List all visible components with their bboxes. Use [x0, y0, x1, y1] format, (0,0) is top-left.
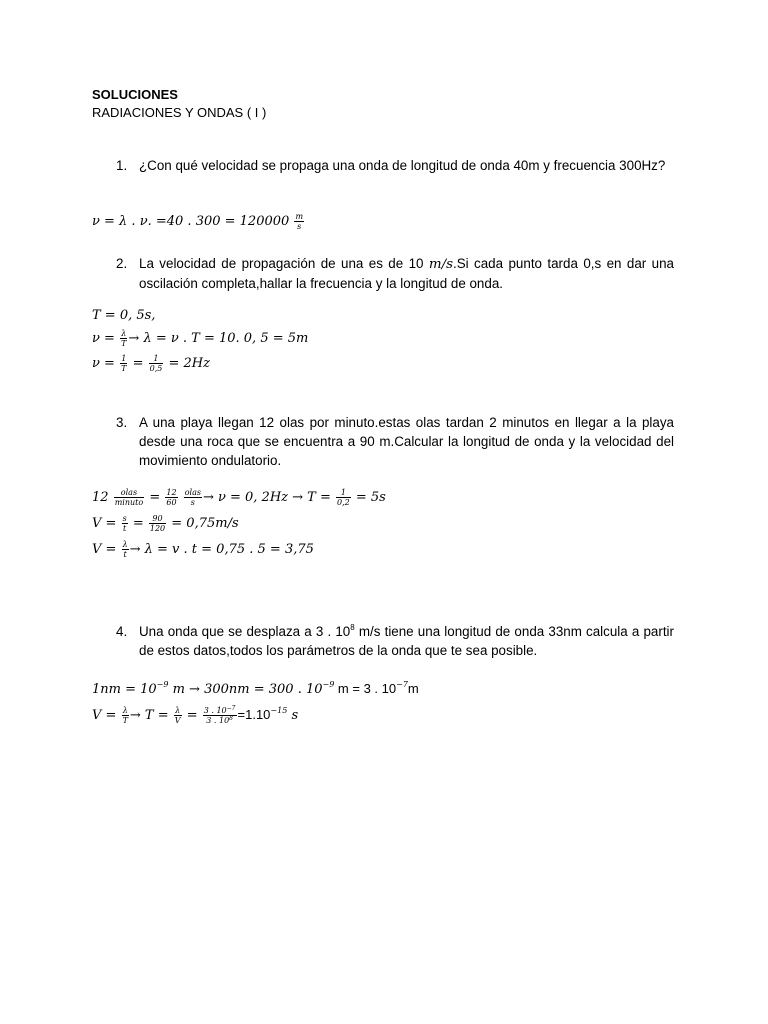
- fraction: $\frac{\text{olas}}{\text{minuto}}$: [114, 488, 144, 507]
- fraction: $\frac{1}{T}$: [121, 354, 127, 373]
- fraction: $\frac{m}{s}$: [295, 212, 304, 231]
- q3-equation-1: 12 $\frac{\text{olas}}{\text{minuto}}$ = $\frac{12}{60}$ $\frac{\text{olas}}{s}$ → ν = 0, 2Hz → T = $\frac{1}{0,2}$ = 5s: [92, 488, 386, 507]
- document-subtitle: RADIACIONES Y ONDAS ( I ): [92, 105, 267, 120]
- q2-equation-1: T = 0, 5s,: [92, 308, 156, 323]
- fraction: $\frac{\lambda}{T}$: [122, 706, 128, 725]
- fraction: $\frac{1}{0,5}$: [149, 354, 163, 373]
- question-text: Una onda que se desplaza a 3 . $10^8$ m/s tiene una longitud de onda 33nm calcula a partir de estos datos,todos los parámetros de la onda que te sea posible.: [139, 623, 674, 658]
- question-2: [116, 254, 674, 293]
- fraction: $\frac{s}{t}$: [122, 514, 127, 533]
- fraction: $\frac{12}{60}$: [166, 488, 177, 507]
- q2-equation-3: ν = $\frac{1}{T}$ = $\frac{1}{0,5}$ = 2Hz: [92, 354, 210, 373]
- q1-equation-1: [92, 211, 305, 233]
- question-3: [116, 413, 674, 470]
- question-1: [116, 156, 674, 175]
- question-number: 4.: [116, 624, 128, 639]
- q2-equation-2: ν = $\frac{\lambda}{T}$ → λ = ν . T = 10. 0, 5 = 5m: [92, 329, 309, 348]
- question-text: La velocidad de propagación de una es de 10 m/s.Si cada punto tarda 0,s en dar una oscilación completa,hallar la frecuencia y la longitud de onda.: [139, 256, 674, 291]
- fraction: $\frac{\lambda}{t}$: [122, 540, 128, 559]
- question-number: 2.: [116, 256, 128, 271]
- q3-equation-2: V = $\frac{s}{t}$ = $\frac{90}{120}$ = 0,75m/s: [92, 514, 239, 533]
- fraction: $\frac{\text{olas}}{s}$: [184, 488, 201, 507]
- fraction: $\frac{3 . 10^{-7}}{3 . 10^8}$: [203, 705, 236, 725]
- question-text: A una playa llegan 12 olas por minuto.estas olas tardan 2 minutos en llegar a la playa desde una roca que se encuentra a 90 m.Calcular la longitud de onda y la velocidad del movimiento ondulatorio.: [139, 415, 674, 468]
- question-number: 3.: [116, 415, 128, 430]
- question-text: ¿Con qué velocidad se propaga una onda de longitud de onda 40m y frecuencia 300Hz?: [139, 158, 666, 173]
- q4-equation-1: $1nm = 10^{-9}$ m → 300nm = 300 . $10^{-9}$ m = 3 . $10^{-7}m$: [92, 680, 419, 697]
- document-title: SOLUCIONES: [92, 87, 178, 102]
- fraction: $\frac{1}{0,2}$: [337, 488, 350, 507]
- eq-text: ν = λ . ν. =40 . 300 = 120000: [92, 214, 290, 229]
- fraction: $\frac{\lambda}{V}$: [174, 706, 181, 725]
- fraction: $\frac{\lambda}{T}$: [121, 329, 127, 348]
- fraction: $\frac{90}{120}$: [149, 514, 166, 533]
- q4-equation-2: V = $\frac{\lambda}{T}$ → T = $\frac{\lambda}{V}$ = $\frac{3 . 10^{-7}}{3 . 10^8}$ $=1.10^{-15}$ s: [92, 705, 299, 725]
- q3-equation-3: V = $\frac{\lambda}{t}$ → λ = v . t = 0,75 . 5 = 3,75: [92, 540, 314, 559]
- question-4: [116, 622, 674, 660]
- question-number: 1.: [116, 158, 128, 173]
